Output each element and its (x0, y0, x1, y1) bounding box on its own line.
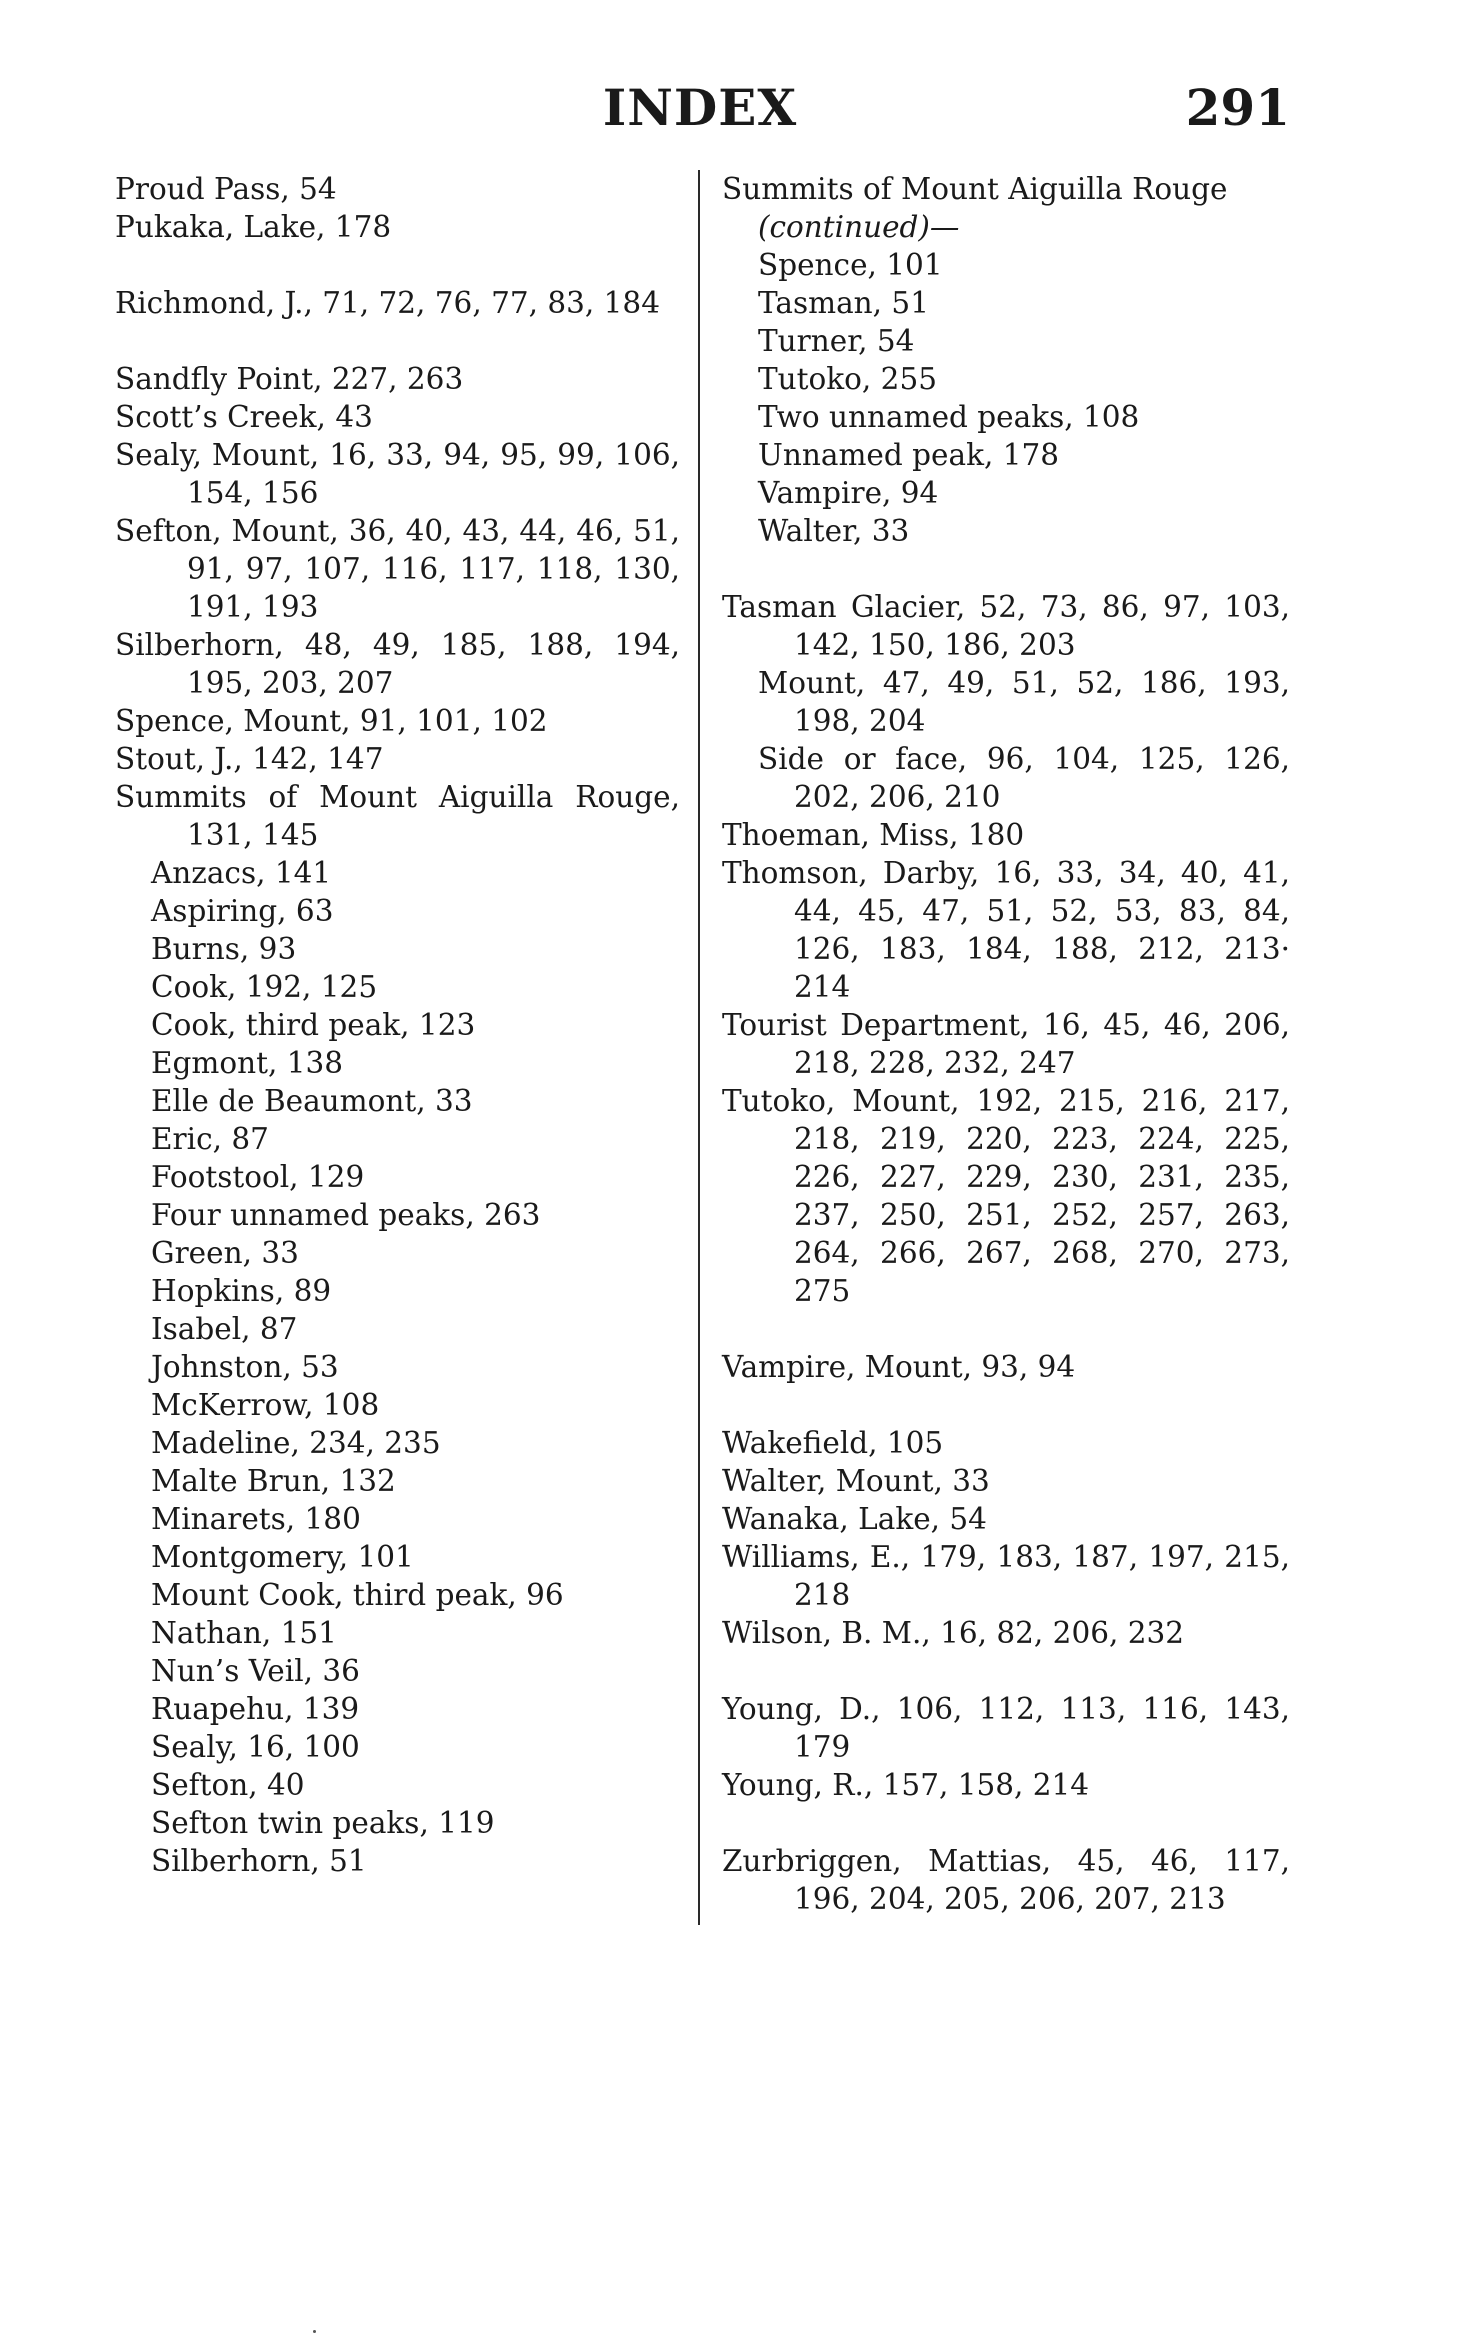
index-subentry: Nun’s Veil, 36 (151, 1654, 360, 1688)
index-subentry: Johnston, 53 (151, 1350, 339, 1384)
index-subentry: Cook, 192, 125 (151, 970, 378, 1004)
index-entry: Tutoko, Mount, 192, 215, 216, 217, 218, 219, 220, 223, 224, 225, 226, 227, 229, 230, 231, 235, 237, 250, 251, 252, 257, 263, 264, 266, 267, 268, 270, 273, 275 (722, 1084, 1290, 1308)
index-subentry: Minarets, 180 (151, 1502, 361, 1536)
index-subentry: Tasman, 51 (758, 286, 929, 320)
index-subentry: Walter, 33 (758, 514, 910, 548)
index-subentry: McKerrow, 108 (151, 1388, 380, 1422)
index-subentry: Anzacs, 141 (151, 856, 332, 890)
index-entry: Walter, Mount, 33 (722, 1464, 990, 1498)
index-subentry: Unnamed peak, 178 (758, 438, 1060, 472)
index-subentry: Side or face, 96, 104, 125, 126, 202, 206, 210 (758, 742, 1290, 814)
index-entry: Wilson, B. M., 16, 82, 206, 232 (722, 1616, 1185, 1650)
index-entry: Pukaka, Lake, 178 (115, 210, 392, 244)
index-entry: Williams, E., 179, 183, 187, 197, 215, 218 (722, 1540, 1290, 1612)
index-subentry: Vampire, 94 (758, 476, 939, 510)
index-subentry: Hopkins, 89 (151, 1274, 332, 1308)
index-entry: Richmond, J., 71, 72, 76, 77, 83, 184 (115, 286, 660, 320)
index-entry: Vampire, Mount, 93, 94 (722, 1350, 1076, 1384)
index-entry: Summits of Mount Aiguilla Rouge, 131, 145 (115, 780, 680, 852)
page-number: 291 (1185, 78, 1290, 137)
index-entry: Tourist Department, 16, 45, 46, 206, 218, 228, 232, 247 (722, 1008, 1290, 1080)
index-subentry: Tutoko, 255 (758, 362, 937, 396)
index-subentry: Mount Cook, third peak, 96 (151, 1578, 564, 1612)
index-entry: Zurbriggen, Mattias, 45, 46, 117, 196, 204, 205, 206, 207, 213 (722, 1844, 1290, 1916)
index-subentry: Cook, third peak, 123 (151, 1008, 476, 1042)
index-subentry: Spence, 101 (758, 248, 943, 282)
index-entry: Sandfly Point, 227, 263 (115, 362, 464, 396)
index-subentry: Mount, 47, 49, 51, 52, 186, 193, 198, 204 (758, 666, 1290, 738)
index-column-left (115, 170, 680, 1880)
index-subentry: Egmont, 138 (151, 1046, 344, 1080)
index-subentry: Ruapehu, 139 (151, 1692, 360, 1726)
index-subentry: (continued)— (758, 210, 960, 244)
index-entry: Stout, J., 142, 147 (115, 742, 384, 776)
index-column-right (722, 170, 1290, 1918)
index-entry: Summits of Mount Aiguilla Rouge (722, 172, 1228, 206)
index-entry: Tasman Glacier, 52, 73, 86, 97, 103, 142, 150, 186, 203 (722, 590, 1290, 662)
index-entry: Thoeman, Miss, 180 (722, 818, 1025, 852)
page-speck (313, 2330, 316, 2333)
index-entry: Wakefield, 105 (722, 1426, 944, 1460)
index-subentry: Isabel, 87 (151, 1312, 298, 1346)
column-divider (698, 170, 700, 1925)
index-subentry: Sefton, 40 (151, 1768, 305, 1802)
index-subentry: Turner, 54 (758, 324, 915, 358)
index-entry: Sealy, Mount, 16, 33, 94, 95, 99, 106, 154, 156 (115, 438, 680, 510)
index-subentry: Sealy, 16, 100 (151, 1730, 360, 1764)
index-entry: Silberhorn, 48, 49, 185, 188, 194, 195, 203, 207 (115, 628, 680, 700)
index-subentry: Four unnamed peaks, 263 (151, 1198, 541, 1232)
index-subentry: Sefton twin peaks, 119 (151, 1806, 495, 1840)
index-subentry: Madeline, 234, 235 (151, 1426, 441, 1460)
index-entry: Thomson, Darby, 16, 33, 34, 40, 41, 44, 45, 47, 51, 52, 53, 83, 84, 126, 183, 184, 188, 212, 213· 214 (722, 856, 1290, 1004)
index-subentry: Montgomery, 101 (151, 1540, 414, 1574)
index-subentry: Nathan, 151 (151, 1616, 337, 1650)
index-subentry: Eric, 87 (151, 1122, 269, 1156)
index-subentry: Silberhorn, 51 (151, 1844, 367, 1878)
index-subentry: Aspiring, 63 (151, 894, 334, 928)
index-entry: Young, D., 106, 112, 113, 116, 143, 179 (722, 1692, 1290, 1764)
index-subentry: Footstool, 129 (151, 1160, 365, 1194)
index-entry: Scott’s Creek, 43 (115, 400, 373, 434)
index-entry: Young, R., 157, 158, 214 (722, 1768, 1090, 1802)
index-subentry: Green, 33 (151, 1236, 299, 1270)
page-title: INDEX (602, 78, 798, 137)
index-entry: Wanaka, Lake, 54 (722, 1502, 987, 1536)
index-subentry: Burns, 93 (151, 932, 297, 966)
index-subentry: Two unnamed peaks, 108 (758, 400, 1140, 434)
index-entry: Spence, Mount, 91, 101, 102 (115, 704, 548, 738)
index-subentry: Elle de Beaumont, 33 (151, 1084, 473, 1118)
index-subentry: Malte Brun, 132 (151, 1464, 396, 1498)
index-entry: Proud Pass, 54 (115, 172, 337, 206)
index-entry: Sefton, Mount, 36, 40, 43, 44, 46, 51, 91, 97, 107, 116, 117, 118, 130, 191, 193 (115, 514, 680, 624)
